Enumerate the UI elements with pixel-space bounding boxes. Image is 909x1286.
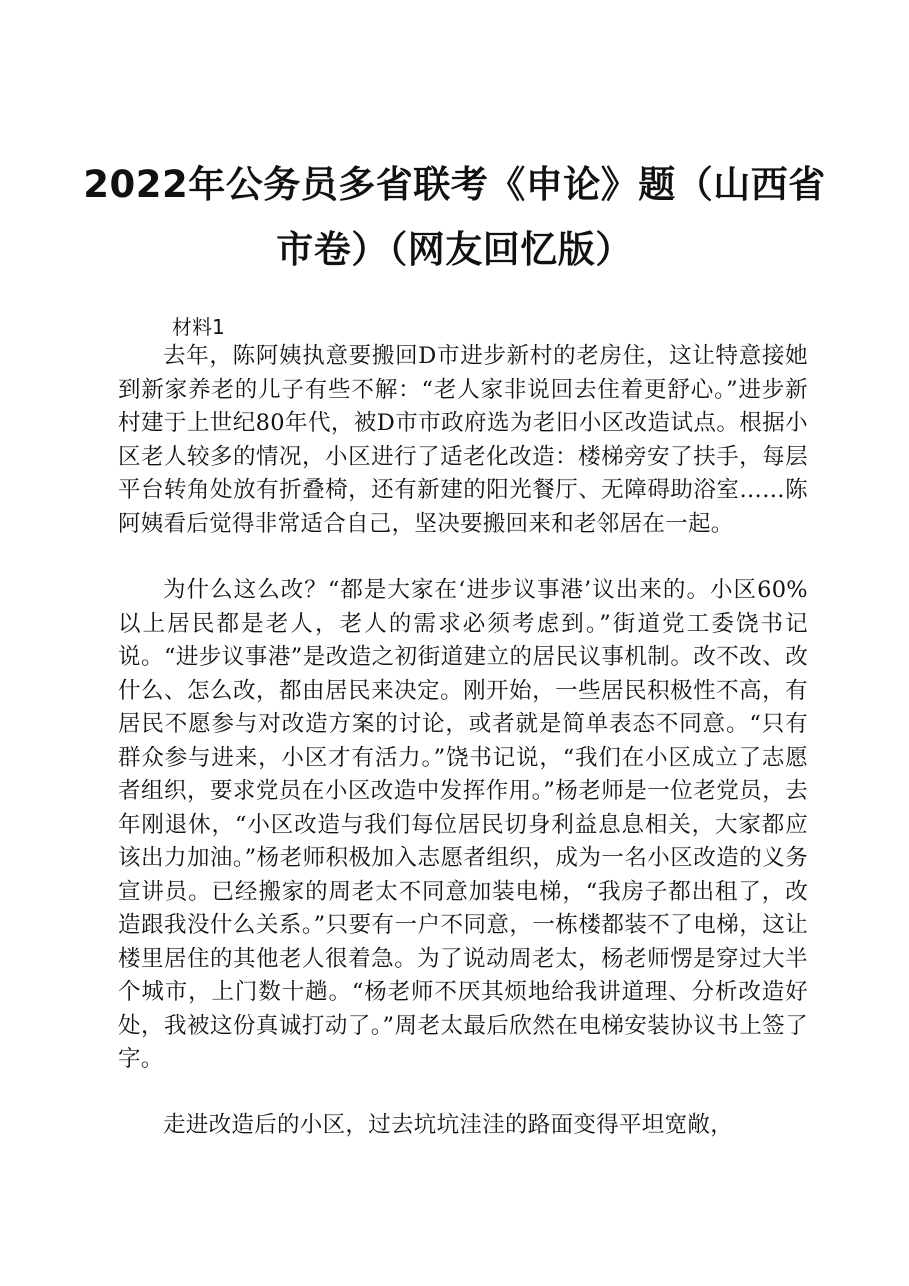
paragraph-2: 为什么这么改？“都是大家在‘进步议事港’议出来的。小区60%以上居民都是老人，老人的需求必须考虑到。”街道党工委饶书记说。“进步议事港”是改造之初街道建立的居民议事机制。改不改、改什么、怎么改，都由居民来决定。刚开始，一些居民积极性不高，有居民不愿参与对改造方案的讨论，或者就是简单表态不同意。“只有群众参与进来，小区才有活力。”饶书记说，“我们在小区成立了志愿者组织，要求党员在小区改造中发挥作用。”杨老师是一位老党员，去年刚退休，“小区改造与我们每位居民切身利益息息相关，大家都应该出力加油。”杨老师积极加入志愿者组织，成为一名小区改造的义务宣讲员。已经搬家的周老太不同意加装电梯，“我房子都出租了，改造跟我没什么关系。”只要有一户不同意，一栋楼都装不了电梯，这让楼里居住的其他老人很着急。为了说动周老太，杨老师愣是穿过大半个城市，上门数十趟。“杨老师不厌其烦地给我讲道理、分析改造好处，我被这份真诚打动了。”周老太最后欣然在电梯安装协议书上签了字。: [118, 577, 808, 1072]
document-title-line-2: 市卷）（网友回忆版）: [276, 228, 633, 271]
paragraph-3: 走进改造后的小区，过去坑坑洼洼的路面变得平坦宽敞，: [163, 1112, 734, 1138]
material-label: 材料1: [172, 315, 225, 339]
paragraph-1: 去年，陈阿姨执意要搬回D市进步新村的老房住，这让特意接她到新家养老的儿子有些不解：“老人家非说回去住着更舒心。”进步新村建于上世纪80年代，被D市市政府选为老旧小区改造试点。根据小区老人较多的情况，小区进行了适老化改造：楼梯旁安了扶手，每层平台转角处放有折叠椅，还有新建的阳光餐厅、无障碍助浴室……陈阿姨看后觉得非常适合自己，坚决要搬回来和老邻居在一起。: [118, 343, 808, 537]
document-title-line-1: 2022年公务员多省联考《申论》题（山西省: [83, 163, 826, 206]
